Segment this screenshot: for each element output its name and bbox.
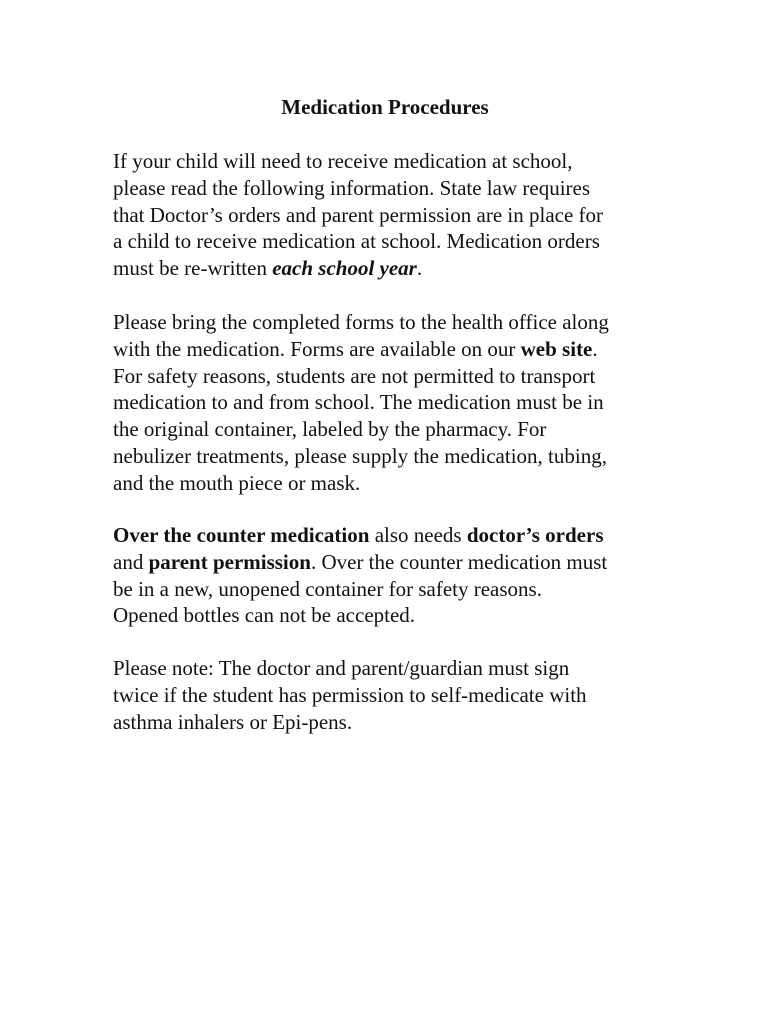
text-line: Please bring the completed forms to the health office along — [113, 310, 609, 334]
text-run: . Over the counter medication must — [310, 549, 608, 574]
text-line: Opened bottles can not be accepted. — [113, 603, 416, 628]
text-line: For safety reasons, students are not permitted to transport — [113, 363, 596, 388]
text-run: also needs — [369, 523, 467, 547]
text-line — [113, 255, 673, 282]
paragraph-forms-instructions — [113, 309, 673, 497]
text-run: and — [113, 549, 149, 574]
text-line: the original container, labeled by the pharmacy. For — [113, 417, 547, 442]
text-line: If your child will need to receive medication at school, — [113, 149, 573, 173]
text-line: twice if the student has permission to self-medicate with — [113, 682, 587, 707]
text-line: nebulizer treatments, please supply the medication, tubing, — [113, 443, 607, 468]
text-line: please read the following information. State law requires — [113, 175, 591, 200]
paragraph-otc-medication — [113, 522, 673, 629]
paragraph-medication-requirements — [113, 148, 673, 282]
text-run: . — [592, 336, 598, 361]
emphasis-each-school-year: each school year — [272, 256, 417, 281]
document-title: Medication Procedures — [281, 95, 489, 119]
emphasis-parent-permission: parent permission — [148, 549, 311, 574]
text-line: a child to receive medication at school. Medication orders — [113, 229, 600, 254]
text-run: . — [416, 256, 423, 281]
emphasis-doctors-orders: doctor’s orders — [466, 523, 604, 547]
text-line — [113, 336, 673, 363]
text-line — [113, 549, 673, 576]
text-run: with the medication. Forms are available on our — [113, 336, 521, 361]
text-line: and the mouth piece or mask. — [113, 470, 361, 495]
text-line: that Doctor’s orders and parent permission are in place for — [113, 202, 604, 227]
text-line: medication to and from school. The medication must be in — [113, 390, 604, 415]
text-line: be in a new, unopened container for safety reasons. — [113, 576, 542, 601]
text-run: must be re-written — [113, 256, 273, 281]
paragraph-self-medication-note — [113, 655, 673, 735]
text-line: Please note: The doctor and parent/guardian must sign — [113, 656, 570, 680]
text-line — [113, 522, 673, 549]
emphasis-web-site: web site — [520, 336, 593, 361]
emphasis-otc-medication: Over the counter medication — [113, 523, 370, 547]
text-line: asthma inhalers or Epi-pens. — [113, 709, 353, 734]
